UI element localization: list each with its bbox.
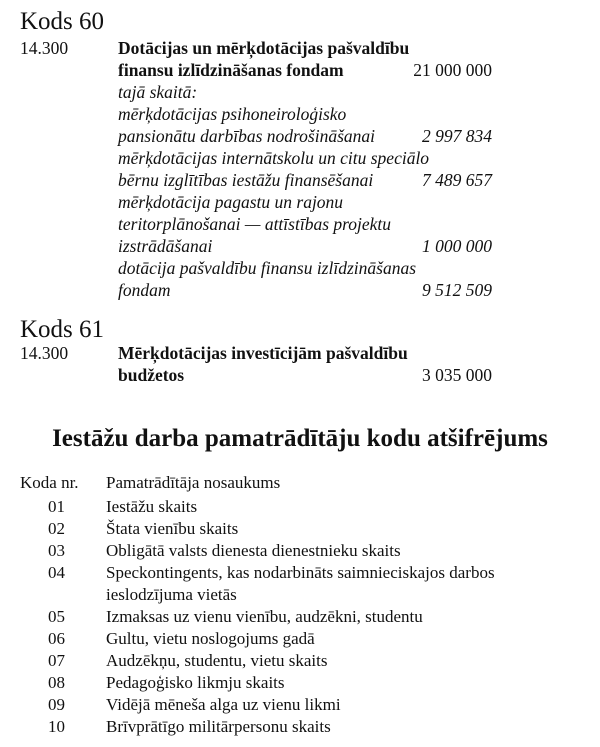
indicator-name: Obligātā valsts dienesta dienestnieku skaits	[106, 541, 401, 560]
indicator-row	[0, 694, 600, 716]
indicator-code: 05	[48, 607, 65, 626]
indicator-row	[0, 606, 600, 628]
sub-item-text: mērķdotācija pagastu un rajonu	[118, 192, 344, 212]
indicator-name: Audzēkņu, studentu, vietu skaits	[106, 651, 328, 670]
item-title: budžetos	[118, 365, 185, 385]
indicator-code: 06	[48, 629, 65, 648]
sub-intro-text: tajā skaitā:	[118, 82, 198, 102]
sub-item-row	[0, 235, 600, 257]
indicator-row	[0, 518, 600, 540]
indicator-row	[0, 540, 600, 562]
sub-item-text: izstrādāšanai	[118, 236, 213, 256]
sub-item-text: mērķdotācijas internātskolu un citu speciālo	[118, 148, 430, 168]
indicator-name: Pedagoģisko likmju skaits	[106, 673, 285, 692]
sub-item-row	[0, 169, 600, 191]
section-heading: Iestāžu darba pamatrādītāju kodu atšifrējums	[52, 425, 548, 452]
kods-60-row	[0, 37, 600, 59]
indicator-code: 03	[48, 541, 65, 560]
indicator-row	[0, 628, 600, 650]
item-title: Dotācijas un mērķdotācijas pašvaldību	[118, 38, 410, 58]
kods-61-row	[0, 342, 600, 364]
column-header-code: Koda nr.	[20, 473, 79, 492]
indicator-row	[0, 584, 600, 606]
indicator-code: 10	[48, 717, 65, 736]
budget-code: 14.300	[20, 38, 69, 58]
kods-61-row	[0, 364, 600, 386]
indicator-name: Vidējā mēneša alga uz vienu likmi	[106, 695, 341, 714]
indicator-code: 08	[48, 673, 65, 692]
sub-item-text: pansionātu darbības nodrošināšanai	[118, 126, 376, 146]
indicator-name: Iestāžu skaits	[106, 497, 198, 516]
sub-item-row	[0, 103, 600, 125]
sub-item-text: teritorplānošanai — attīstības projektu	[118, 214, 392, 234]
indicator-name: ieslodzījuma vietās	[106, 585, 237, 604]
kods-60-title: Kods 60	[20, 8, 105, 35]
indicator-name: Brīvprātīgo militārpersonu skaits	[106, 717, 331, 736]
indicator-code: 04	[48, 563, 65, 582]
indicator-row	[0, 672, 600, 694]
sub-item-text: dotācija pašvaldību finansu izlīdzināšanas	[118, 258, 417, 278]
indicator-code: 02	[48, 519, 65, 538]
sub-item-row	[0, 279, 600, 301]
item-title: finansu izlīdzināšanas fondam	[118, 60, 344, 80]
column-header-name: Pamatrādītāja nosaukums	[106, 473, 281, 492]
sub-item-text: bērnu izglītības iestāžu finansēšanai	[118, 170, 374, 190]
sub-item-amount: 7 489 657	[422, 170, 492, 190]
sub-item-amount: 1 000 000	[422, 236, 492, 256]
sub-item-amount: 9 512 509	[422, 280, 492, 300]
total-amount: 3 035 000	[422, 365, 492, 385]
kods-60-row	[0, 59, 600, 81]
sub-item-text: fondam	[118, 280, 171, 300]
budget-code: 14.300	[20, 343, 69, 363]
indicator-name: Speckontingents, kas nodarbināts saimnieciskajos darbos	[106, 563, 495, 582]
indicator-name: Štata vienību skaits	[106, 519, 239, 538]
sub-item-row	[0, 147, 600, 169]
sub-item-row	[0, 191, 600, 213]
indicator-name: Gultu, vietu noslogojums gadā	[106, 629, 315, 648]
sub-item-row	[0, 213, 600, 235]
sub-intro	[0, 81, 600, 103]
sub-item-row	[0, 257, 600, 279]
indicator-name: Izmaksas uz vienu vienību, audzēkni, studentu	[106, 607, 423, 626]
total-amount: 21 000 000	[413, 60, 492, 80]
sub-item-row	[0, 125, 600, 147]
sub-item-amount: 2 997 834	[422, 126, 492, 146]
sub-item-text: mērķdotācijas psihoneiroloģisko	[118, 104, 347, 124]
indicator-row	[0, 562, 600, 584]
indicator-row	[0, 496, 600, 518]
indicator-code: 01	[48, 497, 65, 516]
item-title: Mērķdotācijas investīcijām pašvaldību	[118, 343, 408, 363]
indicator-code: 07	[48, 651, 65, 670]
indicator-row	[0, 716, 600, 738]
indicator-code: 09	[48, 695, 65, 714]
kods-61-title: Kods 61	[20, 316, 105, 343]
indicator-row	[0, 650, 600, 672]
